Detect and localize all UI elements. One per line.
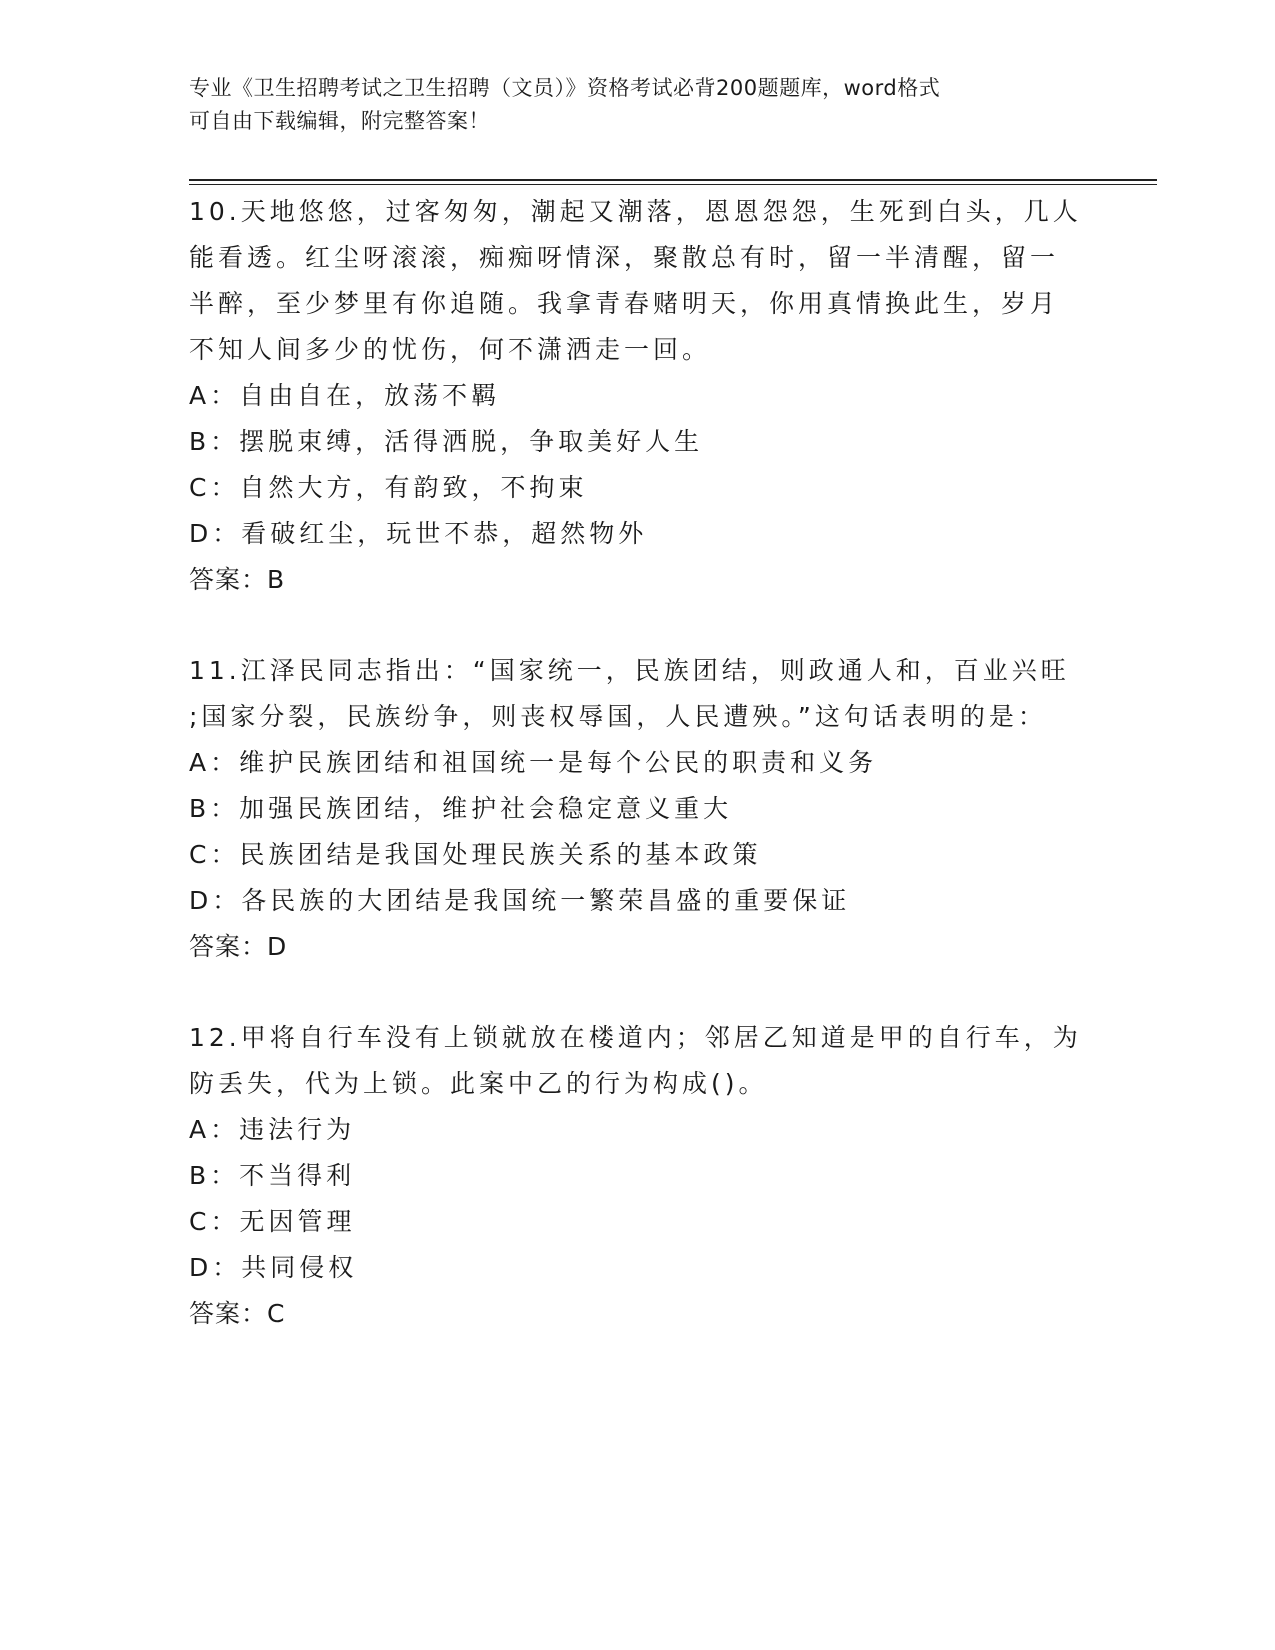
stem-line: 能看透。红尘呀滚滚，痴痴呀情深，聚散总有时，留一半清醒，留一 [189, 243, 1060, 272]
answer-line: 答案：B [189, 565, 286, 594]
stem-line: 11.江泽民同志指出：“国家统一，民族团结，则政通人和，百业兴旺 [189, 656, 1070, 685]
question-list [189, 189, 1089, 1382]
question-11 [189, 648, 1089, 970]
option-d: D：看破红尘，玩世不恭，超然物外 [189, 519, 648, 548]
page-header [189, 72, 1089, 138]
option-c: C：无因管理 [189, 1207, 356, 1236]
option-d: D：各民族的大团结是我国统一繁荣昌盛的重要保证 [189, 886, 851, 915]
question-stem [189, 189, 1089, 373]
stem-line: 不知人间多少的忧伤，何不潇洒走一回。 [189, 335, 712, 364]
option-b: B：加强民族团结，维护社会稳定意义重大 [189, 794, 733, 823]
header-line-1: 专业《卫生招聘考试之卫生招聘（文员）》资格考试必背200题题库，word格式 [189, 76, 941, 100]
question-stem [189, 648, 1089, 740]
option-d: D：共同侵权 [189, 1253, 358, 1282]
stem-line: 10.天地悠悠，过客匆匆，潮起又潮落，恩恩怨怨，生死到白头，几人 [189, 197, 1082, 226]
option-b: B：不当得利 [189, 1161, 356, 1190]
option-a: A：自由自在，放荡不羁 [189, 381, 501, 410]
answer-line: 答案：D [189, 932, 288, 961]
option-a: A：维护民族团结和祖国统一是每个公民的职责和义务 [189, 748, 878, 777]
stem-line: ;国家分裂，民族纷争，则丧权辱国，人民遭殃。”这句话表明的是： [189, 702, 1047, 731]
question-10 [189, 189, 1089, 603]
header-divider-thin [189, 184, 1157, 185]
option-a: A：违法行为 [189, 1115, 356, 1144]
answer-line: 答案：C [189, 1299, 286, 1328]
stem-line: 半醉，至少梦里有你追随。我拿青春赌明天，你用真情换此生，岁月 [189, 289, 1060, 318]
question-12 [189, 1015, 1089, 1337]
header-line-2: 可自由下载编辑，附完整答案！ [189, 109, 490, 133]
option-b: B：摆脱束缚，活得洒脱，争取美好人生 [189, 427, 704, 456]
stem-line: 防丢失，代为上锁。此案中乙的行为构成()。 [189, 1069, 768, 1098]
header-divider-thick [189, 179, 1157, 181]
stem-line: 12.甲将自行车没有上锁就放在楼道内；邻居乙知道是甲的自行车，为 [189, 1023, 1082, 1052]
option-c: C：民族团结是我国处理民族关系的基本政策 [189, 840, 762, 869]
option-c: C：自然大方，有韵致，不拘束 [189, 473, 588, 502]
question-stem [189, 1015, 1089, 1107]
